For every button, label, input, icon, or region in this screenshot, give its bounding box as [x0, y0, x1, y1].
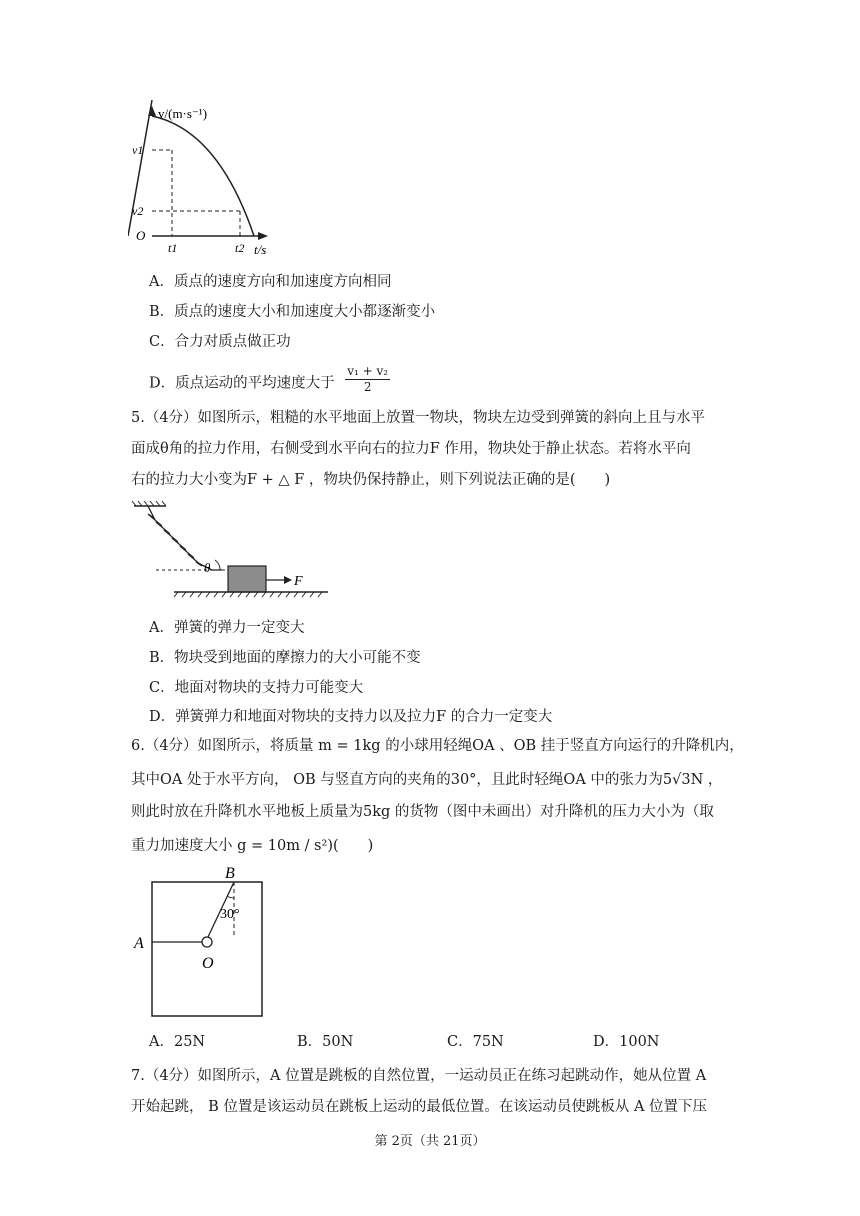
q5-option-d[interactable]: D．弹簧弹力和地面对物块的支持力以及拉力F 的合力一定变大: [149, 709, 553, 725]
q4-option-b[interactable]: B．质点的速度大小和加速度大小都逐渐变小: [149, 304, 436, 320]
point-b-label: B: [225, 865, 235, 882]
v2-label: v2: [132, 204, 144, 218]
q4-option-d-text: D．质点运动的平均速度大于: [149, 375, 335, 392]
q6-option-b[interactable]: B．50N: [297, 1034, 354, 1050]
q5-stem-line-3: 右的拉力大小变为F + △ F ，物块仍保持静止，则下列说法正确的是( ): [131, 472, 611, 488]
angle-30-label: 30°: [220, 907, 240, 922]
velocity-time-graph: [128, 100, 288, 260]
q7-stem-line-1: 7.（4分）如图所示，A 位置是跳板的自然位置，一运动员正在练习起跳动作，她从位置 A: [131, 1068, 707, 1084]
q6-option-a[interactable]: A．25N: [149, 1034, 206, 1050]
theta-label: θ: [204, 560, 211, 575]
elevator-ball-figure: [128, 862, 268, 1022]
q4-option-a[interactable]: A．质点的速度方向和加速度方向相同: [149, 274, 392, 290]
q4-option-d[interactable]: [149, 364, 390, 399]
fraction: [345, 364, 390, 395]
fraction-numerator: v₁ + v₂: [347, 364, 389, 378]
q6-stem-line-4: 重力加速度大小 g = 10m / s²)( ): [131, 838, 374, 854]
y-axis-label: v/(m·s⁻¹): [158, 106, 208, 121]
fraction-denominator: 2: [363, 380, 372, 394]
t2-label: t2: [235, 241, 245, 255]
q6-stem-line-2: 其中OA 处于水平方向， OB 与竖直方向的夹角的30°，且此时轻绳OA 中的张力为5√3N ，: [131, 772, 723, 788]
q5-option-b[interactable]: B．物块受到地面的摩擦力的大小可能不变: [149, 650, 421, 666]
q5-option-a[interactable]: A．弹簧的弹力一定变大: [149, 620, 305, 636]
point-a-label: A: [134, 935, 144, 952]
page-footer: 第 2页（共 21页）: [374, 1134, 486, 1149]
q6-option-c[interactable]: C．75N: [447, 1034, 504, 1050]
q6-option-d[interactable]: D．100N: [593, 1034, 660, 1050]
x-axis-label: t/s: [254, 242, 267, 257]
point-o-label: O: [202, 955, 214, 972]
q5-option-c[interactable]: C．地面对物块的支持力可能变大: [149, 680, 364, 696]
force-f-label: F: [294, 574, 303, 589]
t1-label: t1: [168, 241, 178, 255]
q5-stem-line-1: 5.（4分）如图所示，粗糙的水平地面上放置一物块，物块左边受到弹簧的斜向上且与水平: [131, 410, 706, 426]
q7-stem-line-2: 开始起跳， B 位置是该运动员在跳板上运动的最低位置。在该运动员使跳板从 A 位置下压: [131, 1099, 708, 1115]
q4-option-c[interactable]: C．合力对质点做正功: [149, 334, 291, 350]
v1-label: v1: [132, 143, 144, 157]
spring-block-figure: [130, 500, 340, 610]
q5-stem-line-2: 面成θ角的拉力作用，右侧受到水平向右的拉力F 作用，物块处于静止状态。若将水平向: [131, 441, 691, 457]
q6-stem-line-1: 6.（4分）如图所示，将质量 m = 1kg 的小球用轻绳OA 、OB 挂于竖直方向运行的升降机内，: [131, 738, 744, 754]
origin-label: O: [136, 228, 146, 243]
q6-stem-line-3: 则此时放在升降机水平地板上质量为5kg 的货物（图中未画出）对升降机的压力大小为（取: [131, 804, 714, 820]
